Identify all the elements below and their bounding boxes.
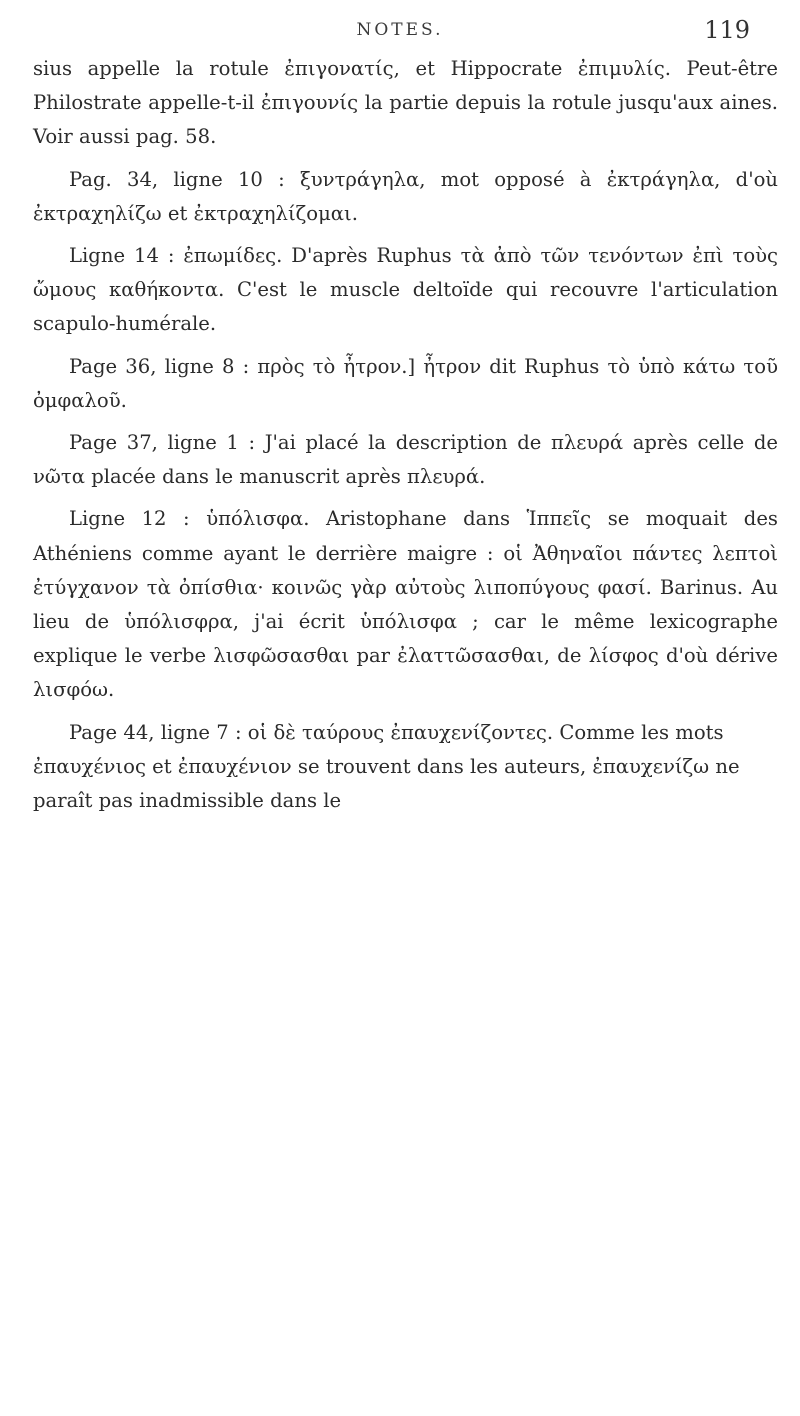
note-page-44-line-7: Page 44, ligne 7 : οἱ δὲ ταύρους ἐπαυχενίζοντες. Comme les mots ἐπαυχένιος et ἐπαυχένιον se trouvent dans les auteurs, ἐπαυχενίζω ne paraît pas inadmissible dans le [33, 720, 740, 813]
note-line-12: Ligne 12 : ὑπόλισφα. Aristophane dans Ἱππεῖς se moquait des Athéniens comme ayant le derrière maigre : οἱ Ἀθηναῖοι πάντες λεπτοὶ ἐτύγχανον τὰ ὀπίσθια· κοινῶς γὰρ αὐτοὺς λιποπύγους φασί. Barinus. Au lieu de ὑπόλισφρα, j'ai écrit ὑπόλισφα ; car le même lexicographe explique le verbe λισφῶσασθαι par ἐλαττῶσασθαι, de λίσφος d'où dérive λισφόω. [33, 507, 778, 702]
note-page-34-line-10: Pag. 34, ligne 10 : ξυντράγηλα, mot opposé à ἐκτράγηλα, d'où ἐκτραχηλίζω et ἐκτραχηλίζομαι. [33, 167, 778, 225]
note-page-36-line-8: Page 36, ligne 8 : πρὸς τὸ ἦτρον.] ἦτρον dit Ruphus τὸ ὑπὸ κάτω τοῦ ὀμφαλοῦ. [33, 354, 778, 412]
note-line-14: Ligne 14 : ἐπωμίδες. D'après Ruphus τὰ ἀπὸ τῶν τενόντων ἐπὶ τοὺς ὤμους καθήκοντα. C'est le muscle deltoïde qui recouvre l'articulation scapulo-humérale. [33, 244, 778, 336]
page-header [0, 8, 800, 48]
page-number: 119 [704, 16, 750, 44]
notes-body [33, 52, 778, 818]
paragraph-continuation: sius appelle la rotule ἐπιγονατίς, et Hippocrate ἐπιμυλίς. Peut-être Philostrate appelle-t-il ἐπιγουνίς la partie depuis la rotule jusqu'aux aines. Voir aussi pag. 58. [33, 57, 778, 149]
note-page-37-line-1: Page 37, ligne 1 : J'ai placé la description de πλευρά après celle de νῶτα placée dans le manuscrit après πλευρά. [33, 431, 778, 489]
running-title: NOTES. [356, 20, 444, 40]
